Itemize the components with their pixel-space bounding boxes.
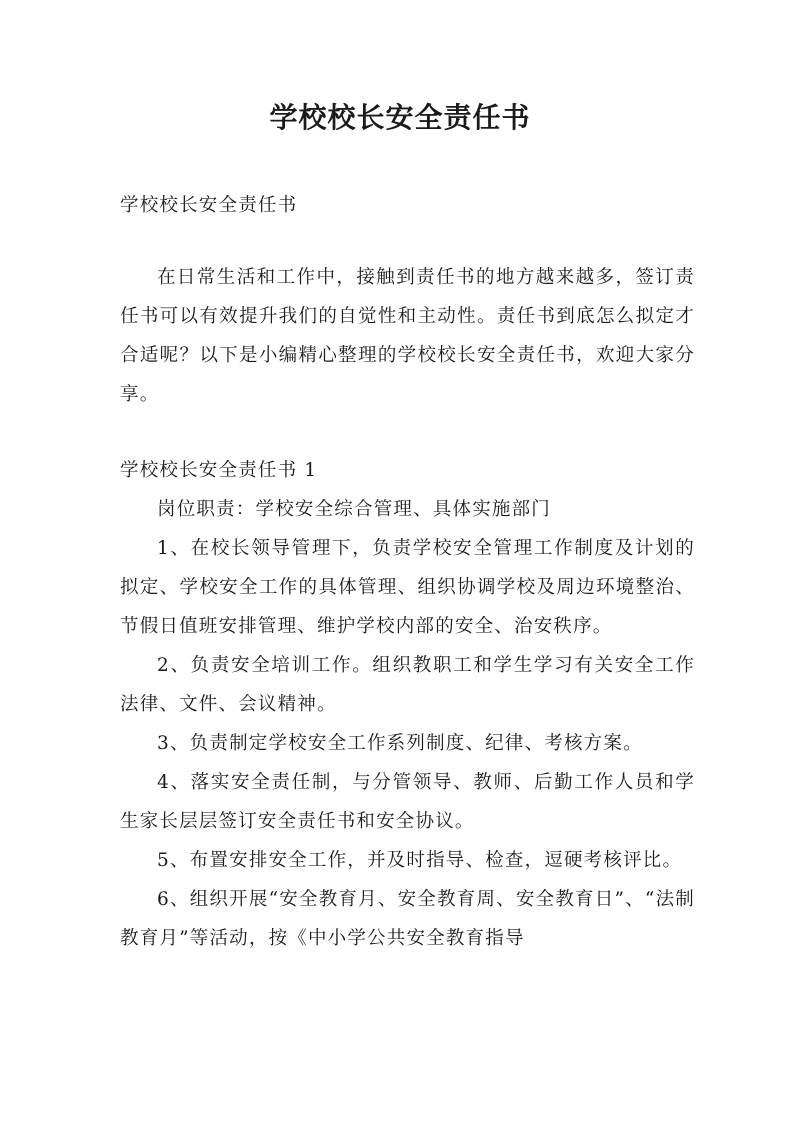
intro-paragraph: 在日常生活和工作中，接触到责任书的地方越来越多，签订责任书可以有效提升我们的自觉性和主动性。责任书到底怎么拟定才合适呢？以下是小编精心整理的学校校长安全责任书，欢迎大家分享。	[120, 267, 695, 405]
clause-paragraph-3: 3、负责制定学校安全工作系列制度、纪律、考核方案。	[157, 733, 643, 754]
clause-paragraph-5: 5、布置安排安全工作，并及时指导、检查，逗硬考核评比。	[157, 850, 683, 871]
clause-paragraph-4: 4、落实安全责任制，与分管领导、教师、后勤工作人员和学生家长层层签订安全责任书和安全协议。	[120, 772, 695, 832]
section-body	[120, 490, 695, 958]
document-subtitle: 学校校长安全责任书	[120, 195, 298, 216]
clause-paragraph-2: 2、负责安全培训工作。组织教职工和学生学习有关安全工作法律、文件、会议精神。	[120, 655, 695, 715]
document-title: 学校校长安全责任书	[269, 101, 531, 134]
clause-paragraph-6: 6、组织开展“安全教育月、安全教育周、安全教育日”、“法制教育月”等活动，按《中小学公共安全教育指导	[120, 889, 695, 949]
section-heading: 学校校长安全责任书 1	[120, 460, 318, 481]
duty-summary-paragraph: 岗位职责：学校安全综合管理、具体实施部门	[157, 499, 552, 520]
clause-paragraph-1: 1、在校长领导管理下，负责学校安全管理工作制度及计划的拟定、学校安全工作的具体管理、组织协调学校及周边环境整治、节假日值班安排管理、维护学校内部的安全、治安秩序。	[120, 538, 695, 637]
